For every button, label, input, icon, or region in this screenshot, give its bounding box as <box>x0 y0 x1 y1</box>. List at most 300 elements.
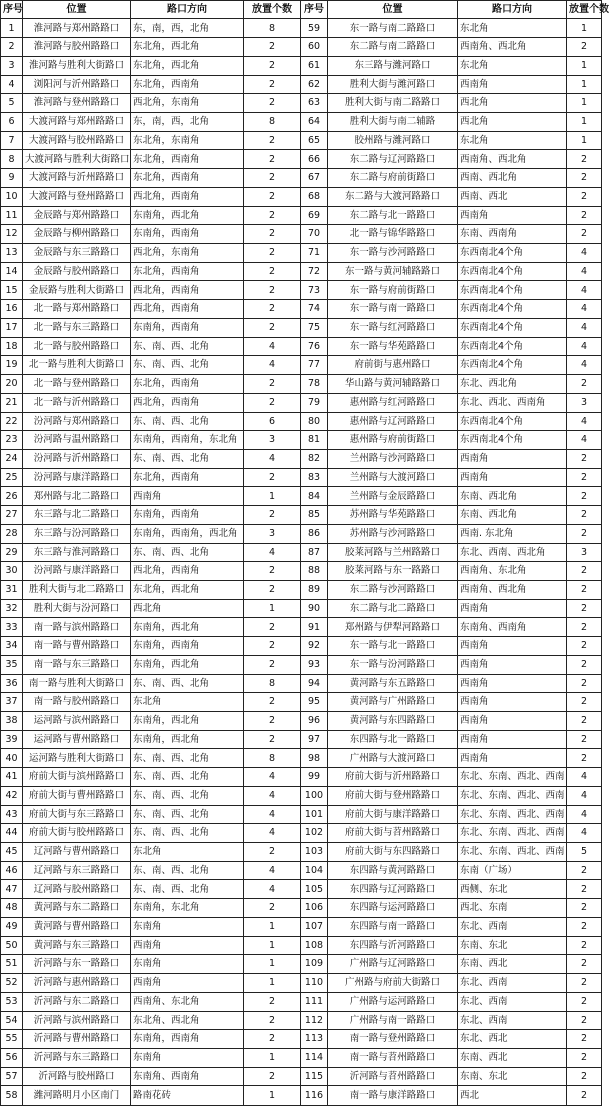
row-index: 80 <box>301 412 328 431</box>
row-location: 府前大街与康洋路路口 <box>328 805 458 824</box>
row-count: 2 <box>567 506 602 525</box>
table-row <box>301 824 602 843</box>
table-row <box>301 393 602 412</box>
row-direction: 东南角 <box>131 1048 244 1067</box>
row-count: 2 <box>567 449 602 468</box>
table-row <box>1 674 301 693</box>
table-row <box>301 880 602 899</box>
row-location: 辽河路与曹州路路口 <box>23 843 131 862</box>
row-count: 8 <box>244 674 301 693</box>
row-index: 49 <box>1 917 23 936</box>
table-row <box>301 169 602 188</box>
row-location: 东三路与淮河路路口 <box>23 543 131 562</box>
row-direction: 东南角、西南角 <box>131 1067 244 1086</box>
table-row <box>301 917 602 936</box>
table-row <box>301 431 602 450</box>
table-row <box>301 38 602 57</box>
row-location: 东四路与辽河路路口 <box>328 880 458 899</box>
row-direction: 东北、西南、西北角 <box>458 543 567 562</box>
table-row <box>301 19 602 38</box>
row-index: 4 <box>1 75 23 94</box>
row-count: 3 <box>567 393 602 412</box>
row-direction: 西北角，东南角 <box>131 244 244 263</box>
row-location: 东一路与府前街路口 <box>328 281 458 300</box>
table-row <box>301 375 602 394</box>
row-direction: 西南角 <box>458 749 567 768</box>
table-row <box>1 768 301 787</box>
row-index: 110 <box>301 974 328 993</box>
table-row <box>301 56 602 75</box>
table-row <box>1 487 301 506</box>
row-direction: 东北角 <box>131 693 244 712</box>
table-row <box>1 56 301 75</box>
row-direction: 东北、西南 <box>458 917 567 936</box>
table-row <box>301 693 602 712</box>
row-count: 1 <box>244 599 301 618</box>
row-direction: 东北角，西南角 <box>131 150 244 169</box>
row-direction: 东北角、西北角 <box>131 1011 244 1030</box>
row-index: 85 <box>301 506 328 525</box>
table-row <box>301 786 602 805</box>
row-location: 东二路与南二路路口 <box>328 38 458 57</box>
row-location: 华山路与黄河辅路路口 <box>328 375 458 394</box>
table-row <box>1 468 301 487</box>
row-direction: 东北角，西南角 <box>131 169 244 188</box>
header-location: 位置 <box>23 1 131 19</box>
table-row <box>301 1048 602 1067</box>
row-count: 2 <box>567 712 602 731</box>
table-row <box>301 974 602 993</box>
table-row <box>301 805 602 824</box>
row-count: 4 <box>244 449 301 468</box>
row-count: 2 <box>244 468 301 487</box>
row-index: 89 <box>301 580 328 599</box>
table-row <box>301 1067 602 1086</box>
row-count: 2 <box>567 1086 602 1106</box>
row-count: 2 <box>244 655 301 674</box>
row-index: 59 <box>301 19 328 38</box>
row-index: 63 <box>301 94 328 113</box>
row-count: 2 <box>244 281 301 300</box>
row-location: 东二路与北一路路口 <box>328 206 458 225</box>
table-row <box>301 337 602 356</box>
row-direction: 西南角 <box>458 730 567 749</box>
row-location: 南一路与苕州路路口 <box>328 1048 458 1067</box>
row-index: 23 <box>1 431 23 450</box>
row-location: 潍河路明月小区南门 <box>23 1086 131 1106</box>
table-row <box>301 468 602 487</box>
row-direction: 路南花砖 <box>131 1086 244 1106</box>
row-location: 北一路与登州路路口 <box>23 375 131 394</box>
row-index: 37 <box>1 693 23 712</box>
row-direction: 东、南、西、北角 <box>131 356 244 375</box>
row-location: 东一路与沙河路路口 <box>328 244 458 263</box>
right-table-body <box>301 19 602 1106</box>
row-location: 东一路与北一路路口 <box>328 637 458 656</box>
row-direction: 东、南、西、北角 <box>131 337 244 356</box>
row-location: 南一路与胜利大街路口 <box>23 674 131 693</box>
row-count: 4 <box>567 824 602 843</box>
table-row <box>1 169 301 188</box>
row-direction: 东西南北4个角 <box>458 281 567 300</box>
row-index: 17 <box>1 318 23 337</box>
row-location: 苏州路与沙河路路口 <box>328 524 458 543</box>
row-count: 2 <box>567 674 602 693</box>
row-count: 2 <box>567 693 602 712</box>
row-index: 22 <box>1 412 23 431</box>
row-index: 100 <box>301 786 328 805</box>
row-location: 大渡河路与沂州路路口 <box>23 169 131 188</box>
row-direction: 东南角，西北角 <box>131 655 244 674</box>
row-direction: 西南角、西北角 <box>458 150 567 169</box>
row-index: 66 <box>301 150 328 169</box>
row-direction: 西南角 <box>131 487 244 506</box>
row-count: 2 <box>244 169 301 188</box>
row-direction: 东南角，西南角，西北角 <box>131 524 244 543</box>
row-count: 8 <box>244 113 301 132</box>
row-index: 74 <box>301 300 328 319</box>
row-location: 运河路与胜利大街路口 <box>23 749 131 768</box>
row-location: 黄河路与东二路路口 <box>23 899 131 918</box>
row-location: 沂河路与胶州路口 <box>23 1067 131 1086</box>
row-location: 金辰路与东三路路口 <box>23 244 131 263</box>
row-count: 4 <box>567 431 602 450</box>
row-count: 2 <box>567 917 602 936</box>
row-location: 东四路与北一路路口 <box>328 730 458 749</box>
row-location: 辽河路与东三路路口 <box>23 861 131 880</box>
table-row <box>301 1011 602 1030</box>
row-location: 大渡河路与胜利大街路口 <box>23 150 131 169</box>
row-direction: 西南角 <box>458 206 567 225</box>
row-count: 2 <box>244 618 301 637</box>
table-row <box>301 187 602 206</box>
table-row <box>1 1011 301 1030</box>
table-row <box>301 206 602 225</box>
row-count: 2 <box>244 580 301 599</box>
row-direction: 东南、西北角 <box>458 487 567 506</box>
row-index: 68 <box>301 187 328 206</box>
row-location: 沂河路与曹州路路口 <box>23 1030 131 1049</box>
table-row <box>1 843 301 862</box>
row-direction: 东北角 <box>458 19 567 38</box>
row-location: 淮河路与胶州路路口 <box>23 38 131 57</box>
row-location: 金辰路与胜利大街路口 <box>23 281 131 300</box>
row-index: 108 <box>301 936 328 955</box>
row-index: 101 <box>301 805 328 824</box>
row-location: 南一路与滨州路路口 <box>23 618 131 637</box>
row-direction: 东北、东南、西北、西南 <box>458 786 567 805</box>
row-direction: 东南、东北 <box>458 936 567 955</box>
row-location: 大渡河路与胶州路路口 <box>23 131 131 150</box>
row-index: 103 <box>301 843 328 862</box>
row-direction: 西南角 <box>458 449 567 468</box>
row-direction: 西北角 <box>458 113 567 132</box>
row-location: 大渡河路与郑州路路口 <box>23 113 131 132</box>
row-index: 11 <box>1 206 23 225</box>
row-direction: 东、南、西、北角 <box>131 805 244 824</box>
row-location: 汾河路与温州路路口 <box>23 431 131 450</box>
row-location: 胶莱河路与东一路路口 <box>328 562 458 581</box>
row-direction: 东南角，东北角 <box>131 899 244 918</box>
table-row <box>1 580 301 599</box>
row-direction: 东北角，西南角 <box>131 375 244 394</box>
row-direction: 东南角，西北角 <box>131 206 244 225</box>
row-location: 东一路与汾河路路口 <box>328 655 458 674</box>
row-direction: 西南角 <box>458 468 567 487</box>
row-count: 2 <box>244 393 301 412</box>
row-direction: 东北、西北、西南角 <box>458 393 567 412</box>
row-direction: 东西南北4个角 <box>458 262 567 281</box>
table-row <box>1 375 301 394</box>
row-location: 广州路与府前大街路口 <box>328 974 458 993</box>
row-count: 2 <box>567 487 602 506</box>
table-row <box>301 506 602 525</box>
row-location: 府前大街与苕州路路口 <box>328 824 458 843</box>
row-location: 广州路与运河路路口 <box>328 992 458 1011</box>
row-index: 45 <box>1 843 23 862</box>
table-row <box>301 1030 602 1049</box>
row-location: 惠州路与府前街路口 <box>328 431 458 450</box>
row-index: 14 <box>1 262 23 281</box>
row-count: 2 <box>244 712 301 731</box>
row-direction: 西北角，西南角 <box>131 393 244 412</box>
row-direction: 东北角，西南角 <box>131 468 244 487</box>
table-row <box>301 225 602 244</box>
row-count: 1 <box>567 56 602 75</box>
table-row <box>301 244 602 263</box>
row-count: 2 <box>244 1067 301 1086</box>
row-location: 淮河路与登州路路口 <box>23 94 131 113</box>
row-location: 府前大街与东三路路口 <box>23 805 131 824</box>
header-index: 序号 <box>1 1 23 19</box>
table-row <box>1 393 301 412</box>
table-row <box>1 506 301 525</box>
row-direction: 东北、西南 <box>458 992 567 1011</box>
row-count: 1 <box>244 936 301 955</box>
row-index: 116 <box>301 1086 328 1106</box>
row-count: 2 <box>567 187 602 206</box>
row-index: 65 <box>301 131 328 150</box>
table-row <box>1 337 301 356</box>
row-location: 黄河路与东四路路口 <box>328 712 458 731</box>
row-count: 2 <box>244 506 301 525</box>
row-direction: 东、南、西、北角 <box>131 749 244 768</box>
table-row <box>1 131 301 150</box>
table-row <box>1 150 301 169</box>
row-index: 24 <box>1 449 23 468</box>
row-index: 112 <box>301 1011 328 1030</box>
row-index: 99 <box>301 768 328 787</box>
row-index: 8 <box>1 150 23 169</box>
row-direction: 东西南北4个角 <box>458 412 567 431</box>
table-row <box>1 300 301 319</box>
row-direction: 东南角，西南角 <box>131 318 244 337</box>
row-location: 府前大街与东四路路口 <box>328 843 458 862</box>
table-row <box>1 618 301 637</box>
row-location: 胜利大街与北二路路口 <box>23 580 131 599</box>
row-location: 大渡河路与登州路路口 <box>23 187 131 206</box>
row-count: 2 <box>244 992 301 1011</box>
row-index: 106 <box>301 899 328 918</box>
row-location: 汾河路与郑州路路口 <box>23 412 131 431</box>
row-direction: 东、南、西、北角 <box>131 449 244 468</box>
row-direction: 东、南、西、北角 <box>131 786 244 805</box>
row-location: 沂河路与惠州路路口 <box>23 974 131 993</box>
table-row <box>1 599 301 618</box>
row-location: 淮河路与郑州路路口 <box>23 19 131 38</box>
row-direction: 西北角，西南角 <box>131 300 244 319</box>
row-direction: 东北、西南 <box>458 974 567 993</box>
row-direction: 东南、西北 <box>458 1048 567 1067</box>
row-index: 88 <box>301 562 328 581</box>
row-location: 东二路与沙河路路口 <box>328 580 458 599</box>
row-location: 沂河路与苕州路路口 <box>328 1067 458 1086</box>
row-index: 102 <box>301 824 328 843</box>
row-count: 4 <box>244 880 301 899</box>
row-location: 沂河路与东三路路口 <box>23 1048 131 1067</box>
row-count: 2 <box>567 375 602 394</box>
row-count: 2 <box>567 169 602 188</box>
row-direction: 东西南北4个角 <box>458 300 567 319</box>
table-row <box>1 225 301 244</box>
row-location: 府前街与惠州路口 <box>328 356 458 375</box>
row-index: 16 <box>1 300 23 319</box>
table-row <box>301 580 602 599</box>
row-index: 56 <box>1 1048 23 1067</box>
row-direction: 东西南北4个角 <box>458 431 567 450</box>
row-direction: 东南、西北 <box>458 955 567 974</box>
row-index: 64 <box>301 113 328 132</box>
table-row <box>1 730 301 749</box>
row-index: 38 <box>1 712 23 731</box>
header-index: 序号 <box>301 1 328 19</box>
row-index: 9 <box>1 169 23 188</box>
row-index: 30 <box>1 562 23 581</box>
row-location: 北一路与郑州路路口 <box>23 300 131 319</box>
row-direction: 东西南北4个角 <box>458 244 567 263</box>
table-row <box>301 94 602 113</box>
row-count: 2 <box>567 562 602 581</box>
row-index: 72 <box>301 262 328 281</box>
row-location: 东一路与南一路路口 <box>328 300 458 319</box>
row-count: 2 <box>567 599 602 618</box>
row-location: 兰州路与金辰路路口 <box>328 487 458 506</box>
row-index: 70 <box>301 225 328 244</box>
row-count: 2 <box>244 730 301 749</box>
row-count: 4 <box>567 768 602 787</box>
row-count: 8 <box>244 749 301 768</box>
row-direction: 东北、东南、西北、西南 <box>458 843 567 862</box>
row-index: 39 <box>1 730 23 749</box>
row-direction: 东南角，西北角 <box>131 712 244 731</box>
table-row <box>301 543 602 562</box>
row-index: 19 <box>1 356 23 375</box>
table-row <box>301 300 602 319</box>
row-direction: 东、南、西、北角 <box>131 880 244 899</box>
table-row <box>1 955 301 974</box>
row-direction: 东南角，西南角 <box>131 637 244 656</box>
row-count: 2 <box>567 206 602 225</box>
row-location: 沂河路与滨州路路口 <box>23 1011 131 1030</box>
row-index: 67 <box>301 169 328 188</box>
row-index: 10 <box>1 187 23 206</box>
table-row <box>1 936 301 955</box>
table-row <box>1 562 301 581</box>
row-count: 4 <box>567 281 602 300</box>
row-direction: 西南角 <box>458 599 567 618</box>
table-row <box>1 637 301 656</box>
row-count: 4 <box>244 356 301 375</box>
row-location: 东一路与红河路路口 <box>328 318 458 337</box>
row-count: 2 <box>244 38 301 57</box>
row-direction: 东西南北4个角 <box>458 356 567 375</box>
row-direction: 东北角，西南角 <box>131 75 244 94</box>
row-location: 府前大街与曹州路路口 <box>23 786 131 805</box>
row-location: 东二路与北二路路口 <box>328 599 458 618</box>
table-row <box>301 131 602 150</box>
row-index: 77 <box>301 356 328 375</box>
row-location: 胜利大街与潍河路口 <box>328 75 458 94</box>
row-count: 2 <box>567 992 602 1011</box>
row-index: 13 <box>1 244 23 263</box>
row-direction: 东，南，西，北角 <box>131 113 244 132</box>
row-location: 南一路与曹州路路口 <box>23 637 131 656</box>
table-row <box>1 262 301 281</box>
header-direction: 路口方向 <box>131 1 244 19</box>
row-index: 47 <box>1 880 23 899</box>
row-index: 40 <box>1 749 23 768</box>
row-index: 26 <box>1 487 23 506</box>
row-location: 汾河路与康洋路路口 <box>23 468 131 487</box>
table-row <box>1 75 301 94</box>
row-direction: 东南、西南角 <box>458 225 567 244</box>
header-count: 放置个数 <box>567 1 602 19</box>
row-index: 58 <box>1 1086 23 1106</box>
table-row <box>1 543 301 562</box>
table-row <box>1 38 301 57</box>
row-location: 府前大街与沂州路路口 <box>328 768 458 787</box>
row-count: 2 <box>244 56 301 75</box>
row-direction: 东南角，西南角 <box>131 506 244 525</box>
row-index: 29 <box>1 543 23 562</box>
row-direction: 西南角 <box>458 712 567 731</box>
table-row <box>301 655 602 674</box>
row-index: 92 <box>301 637 328 656</box>
table-row <box>301 524 602 543</box>
row-count: 2 <box>567 1011 602 1030</box>
header-direction: 路口方向 <box>458 1 567 19</box>
row-location: 东四路与南一路路口 <box>328 917 458 936</box>
row-count: 2 <box>567 38 602 57</box>
row-location: 浏阳河与沂州路路口 <box>23 75 131 94</box>
row-count: 4 <box>567 300 602 319</box>
row-location: 胶州路与潍河路口 <box>328 131 458 150</box>
row-index: 86 <box>301 524 328 543</box>
table-row <box>1 655 301 674</box>
row-direction: 西南角、西北角 <box>458 38 567 57</box>
table-row <box>301 262 602 281</box>
table-row <box>1 992 301 1011</box>
table-row <box>1 824 301 843</box>
row-location: 府前大街与滨州路路口 <box>23 768 131 787</box>
table-row <box>301 955 602 974</box>
row-index: 60 <box>301 38 328 57</box>
row-direction: 西南角 <box>458 655 567 674</box>
row-index: 95 <box>301 693 328 712</box>
table-row <box>301 637 602 656</box>
table-row <box>1 412 301 431</box>
row-count: 4 <box>567 244 602 263</box>
